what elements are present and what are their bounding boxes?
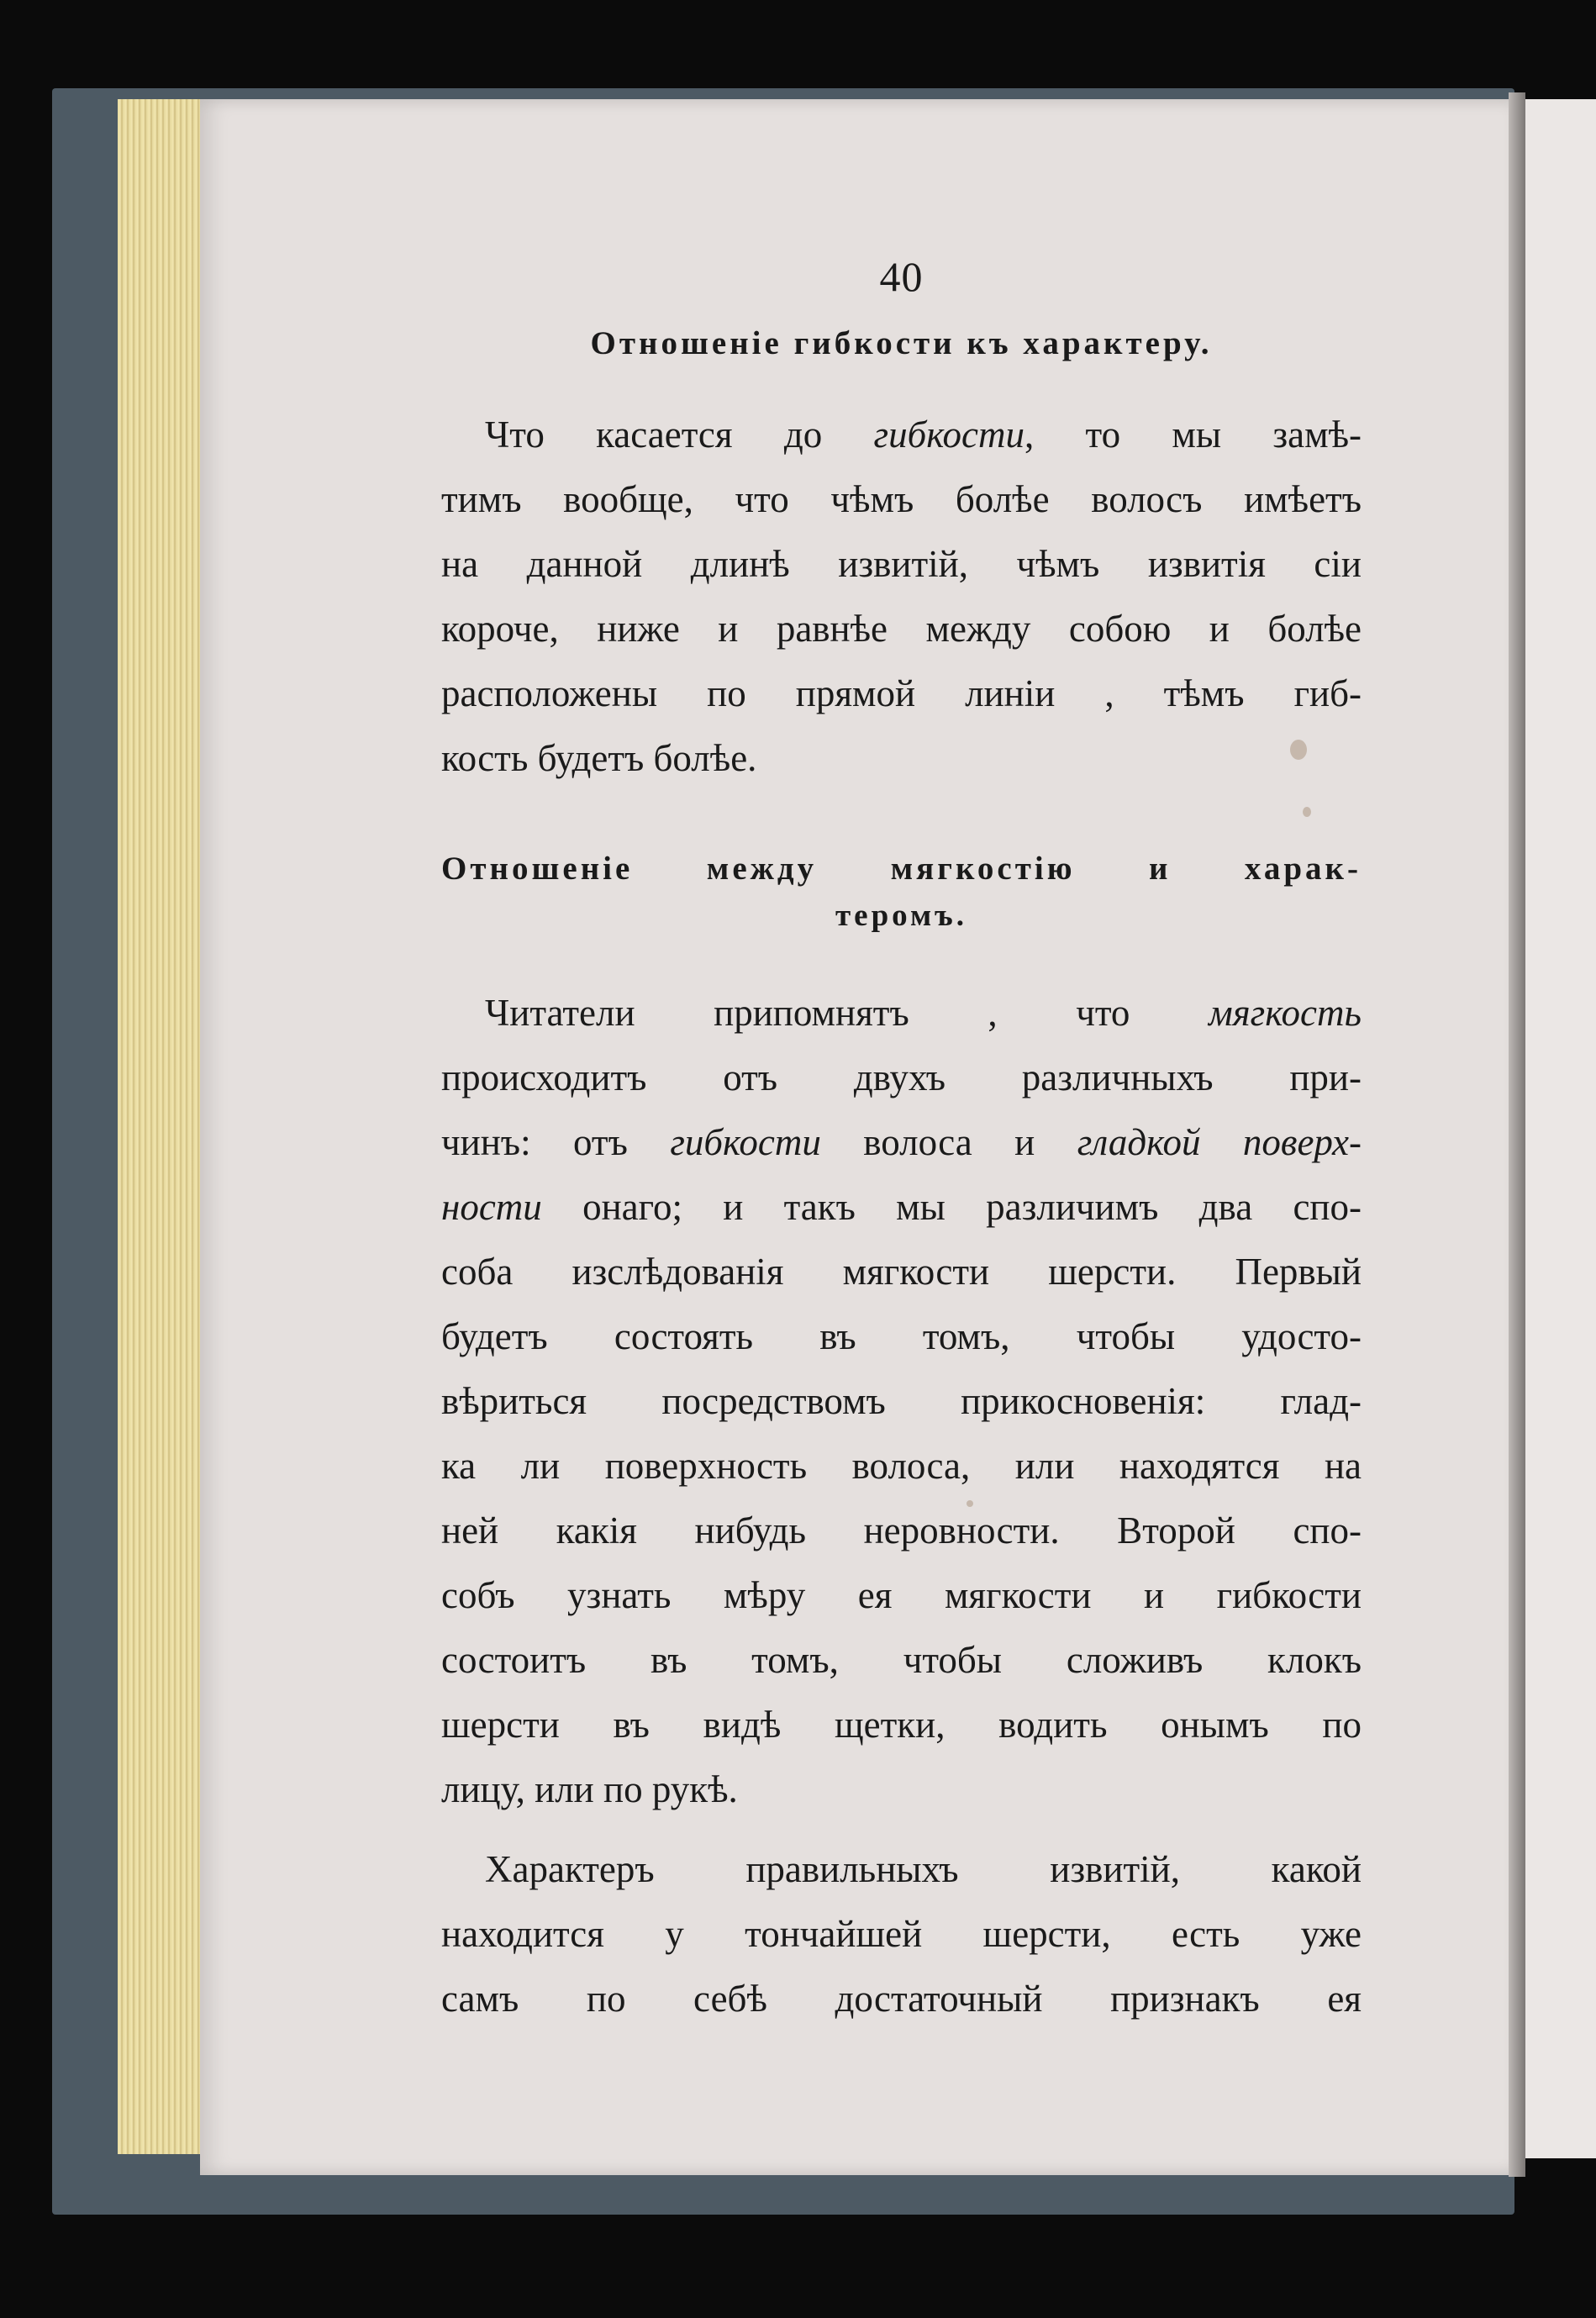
text-line: Характеръ правильныхъ извитій, какой [485, 1848, 1362, 1890]
text-line: тимъ вообще, что чѣмъ болѣе волосъ имѣетъ [441, 478, 1362, 520]
page-number: 40 [879, 253, 924, 300]
text-line: короче, ниже и равнѣе между собою и болѣе [441, 608, 1362, 650]
text-line: ности онаго; и такъ мы различимъ два спо- [441, 1186, 1362, 1228]
text-line: Что касается до гибкости, то мы замѣ- [485, 414, 1362, 456]
text-line: вѣриться посредствомъ прикосновенія: глад- [441, 1380, 1362, 1422]
next-page-edge [1525, 99, 1596, 2158]
section-heading-softness: Отношеніе между мягкостію и харак- [441, 851, 1362, 887]
page-edges [118, 99, 210, 2154]
text-line: расположены по прямой линіи , тѣмъ гиб- [441, 672, 1362, 714]
paragraph-character [441, 1837, 1362, 2031]
section-heading-softness-tail: теромъ. [835, 898, 967, 933]
text-line: находится у тончайшей шерсти, есть уже [441, 1913, 1362, 1955]
book-gutter [1509, 92, 1525, 2177]
text-line: самъ по себѣ достаточный признакъ ея [441, 1978, 1362, 2020]
section-heading-flexibility: Отношеніе гибкости къ характеру. [590, 325, 1213, 361]
text-line: Читатели припомнятъ , что мягкость [485, 992, 1362, 1034]
text-line: шерсти въ видѣ щетки, водить онымъ по [441, 1704, 1362, 1746]
text-line: лицу, или по рукѣ. [441, 1768, 738, 1810]
paragraph-flexibility [441, 403, 1362, 791]
text-line: на данной длинѣ извитій, чѣмъ извитія сіи [441, 543, 1362, 585]
text-line: соба изслѣдованія мягкости шерсти. Первый [441, 1251, 1362, 1293]
text-line: состоитъ въ томъ, чтобы сложивъ клокъ [441, 1639, 1362, 1681]
text-block [441, 252, 1362, 2031]
text-line: собъ узнать мѣру ея мягкости и гибкости [441, 1574, 1362, 1616]
text-line: ка ли поверхность волоса, или находятся на [441, 1445, 1362, 1487]
paragraph-softness [441, 981, 1362, 1822]
text-line: будетъ состоять въ томъ, чтобы удосто- [441, 1315, 1362, 1357]
text-line: кость будетъ болѣе. [441, 737, 757, 779]
text-line: ней какія нибудь неровности. Второй спо- [441, 1509, 1362, 1551]
text-line: чинъ: отъ гибкости волоса и гладкой поверх- [441, 1121, 1362, 1163]
text-line: происходитъ отъ двухъ различныхъ при- [441, 1056, 1362, 1098]
